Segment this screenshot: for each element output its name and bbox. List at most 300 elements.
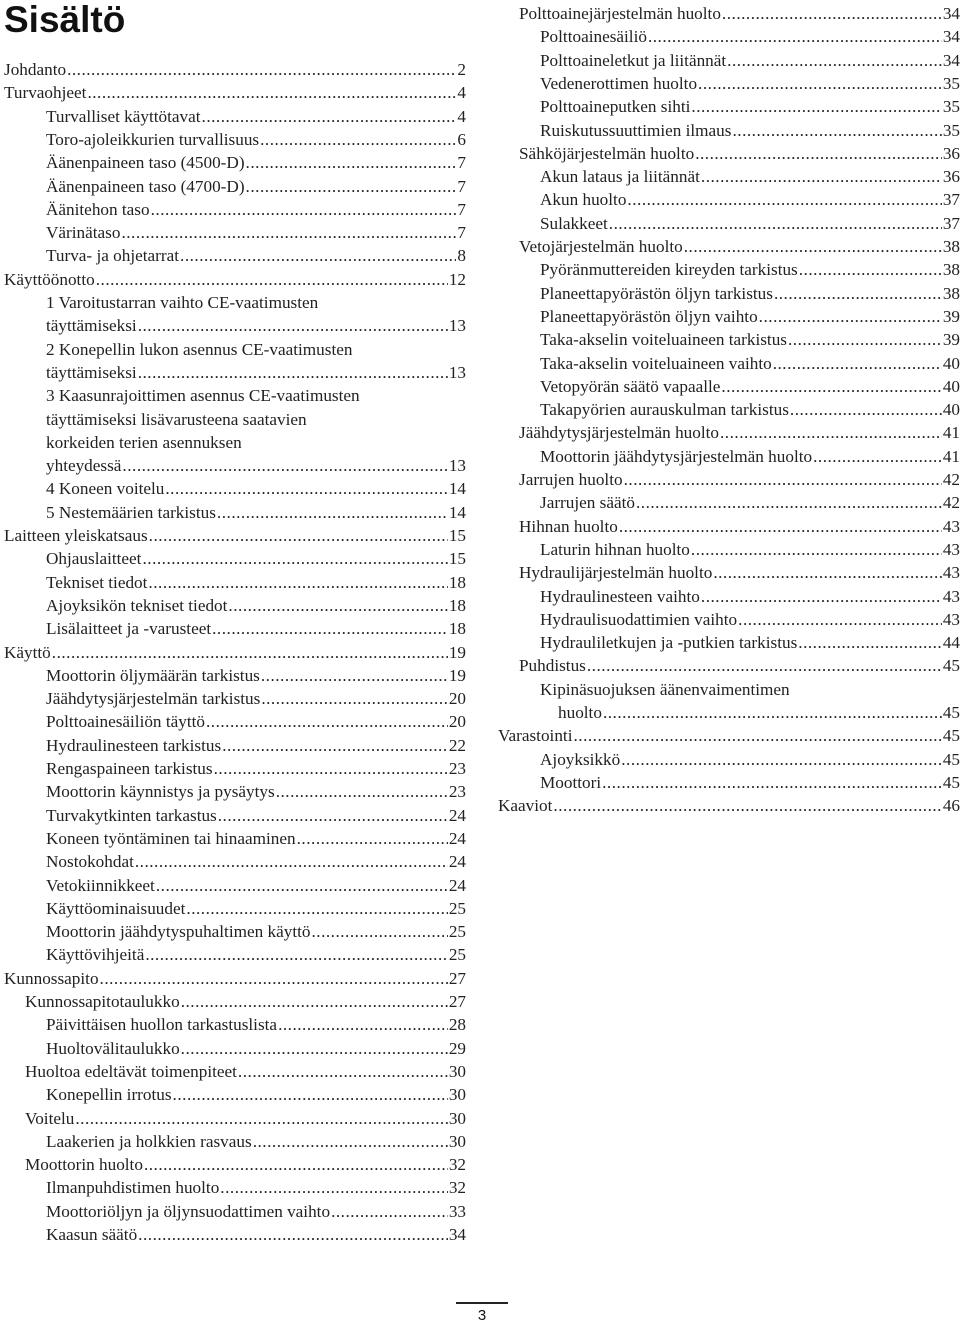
toc-entry-page: 4 <box>457 83 466 103</box>
toc-entry-page: 23 <box>448 759 466 778</box>
toc-dot-leader <box>75 1107 447 1130</box>
toc-entry-line <box>540 25 960 48</box>
toc-dot-leader <box>261 687 447 710</box>
toc-entry-title: Ilmanpuhdistimen huolto <box>46 1178 220 1198</box>
toc-entry-title: Äänitehon taso <box>46 199 150 219</box>
toc-entry-page: 38 <box>942 260 960 280</box>
toc-entry-title: Polttoainesäiliön täyttö <box>46 712 205 732</box>
toc-entry-line <box>540 258 960 281</box>
toc-entry-line <box>540 491 960 514</box>
toc-entry-title: Kaasun säätö <box>46 1225 138 1244</box>
toc-entry-title: Moottorin öljymäärän tarkistus <box>46 665 260 685</box>
toc-entry-page: 13 <box>448 316 466 336</box>
toc-entry-title: Jäähdytysjärjestelmän tarkistus <box>46 689 261 709</box>
toc-entry-line <box>46 1200 466 1223</box>
toc-entry-line <box>46 594 466 617</box>
toc-entry-line <box>46 547 466 570</box>
toc-entry-page: 25 <box>448 945 466 965</box>
toc-dot-leader <box>648 25 942 48</box>
toc-entry-page: 25 <box>448 898 466 918</box>
toc-entry-line <box>540 95 960 118</box>
toc-entry-page: 15 <box>448 526 466 545</box>
toc-entry-page: 38 <box>942 237 960 256</box>
toc-entry-page: 36 <box>942 167 960 187</box>
toc-entry-page: 25 <box>448 922 466 942</box>
toc-entry-page: 38 <box>942 283 960 303</box>
toc-entry-line <box>4 58 466 81</box>
toc-entry-title: Äänenpaineen taso (4700-D) <box>46 176 245 196</box>
toc-entry-title: Käyttöönotto <box>4 269 95 289</box>
toc-entry-title: Laitteen yleiskatsaus <box>4 526 148 545</box>
toc-entry-page: 30 <box>448 1061 466 1081</box>
toc-dot-leader <box>691 95 941 118</box>
toc-entry-title: Akun lataus ja liitännät <box>540 167 700 187</box>
toc-dot-leader <box>67 58 456 81</box>
toc-entry-title: täyttämiseksi <box>46 362 137 382</box>
toc-entry-title: 4 Koneen voitelu <box>46 479 165 499</box>
toc-dot-leader <box>759 305 942 328</box>
toc-entry-title: Laakerien ja holkkien rasvaus <box>46 1131 252 1151</box>
toc-dot-leader <box>87 81 456 104</box>
toc-entry-text-line: korkeiden terien asennuksen <box>46 432 242 452</box>
toc-entry-line <box>4 524 466 547</box>
toc-dot-leader <box>695 142 942 165</box>
toc-entry-title: Turvaohjeet <box>4 83 87 103</box>
toc-entry-line <box>46 827 466 850</box>
toc-entry-page: 15 <box>448 549 466 569</box>
toc-entry-title: Moottorin käynnistys ja pysäytys <box>46 782 275 802</box>
toc-entry-line <box>558 701 960 724</box>
toc-dot-leader <box>228 594 447 617</box>
toc-entry-line <box>540 328 960 351</box>
toc-entry-line <box>46 1223 466 1246</box>
toc-entry-title: Huoltovälitaulukko <box>46 1038 180 1058</box>
toc-entry-title: Vedenerottimen huolto <box>540 73 698 93</box>
toc-entry-page: 43 <box>942 563 960 583</box>
toc-dot-leader <box>52 641 448 664</box>
toc-entry-title: Ohjauslaitteet <box>46 549 142 569</box>
toc-entry-page: 22 <box>448 735 466 755</box>
toc-entry-title: Sähköjärjestelmän huolto <box>519 143 695 163</box>
toc-entry-title: Jäähdytysjärjestelmän huolto <box>519 423 719 443</box>
toc-entry-line <box>25 1060 466 1083</box>
toc-dot-leader <box>181 990 448 1013</box>
toc-entry-line <box>46 151 466 174</box>
toc-entry-page: 34 <box>448 1225 466 1244</box>
toc-dot-leader <box>206 710 448 733</box>
toc-entry-page: 24 <box>448 828 466 848</box>
toc-entry-page: 45 <box>942 749 960 769</box>
toc-entry-page: 45 <box>942 656 960 676</box>
page-number: 3 <box>477 1307 487 1324</box>
toc-entry-page: 20 <box>448 689 466 709</box>
toc-entry-line <box>540 49 960 72</box>
toc-dot-leader <box>553 794 941 817</box>
toc-dot-leader <box>253 1130 448 1153</box>
toc-entry-page: 13 <box>448 456 466 476</box>
toc-entry-title: Moottoriöljyn ja öljynsuodattimen vaihto <box>46 1201 331 1221</box>
toc-dot-leader <box>331 1200 448 1223</box>
toc-entry-title: Ruiskutussuuttimien ilmaus <box>540 120 732 140</box>
toc-entry-page: 12 <box>448 269 466 289</box>
toc-entry-line <box>540 608 960 631</box>
toc-entry-page: 45 <box>942 726 960 746</box>
toc-entry-title: Hydraulinesteen tarkistus <box>46 735 222 755</box>
toc-entry-title: Kunnossapitotaulukko <box>25 992 180 1011</box>
toc-entry-page: 35 <box>942 120 960 140</box>
toc-entry-title: Hydrauliletkujen ja -putkien tarkistus <box>540 633 798 653</box>
toc-entry-line <box>540 538 960 561</box>
toc-entry-title: Turvalliset käyttötavat <box>46 106 201 126</box>
toc-entry-title: huolto <box>558 703 602 722</box>
toc-entry-title: Äänenpaineen taso (4500-D) <box>46 153 245 173</box>
toc-entry-page: 19 <box>448 665 466 685</box>
toc-entry-line <box>46 664 466 687</box>
toc-entry-title: Polttoaineletkut ja liitännät <box>540 50 727 70</box>
toc-entry-title: Polttoaineputken sihti <box>540 97 691 117</box>
toc-dot-leader <box>261 664 448 687</box>
toc-entry-page: 43 <box>942 516 960 536</box>
toc-dot-leader <box>587 654 942 677</box>
toc-entry-line <box>540 188 960 211</box>
toc-dot-leader <box>720 421 942 444</box>
toc-entry-page: 39 <box>942 306 960 326</box>
toc-entry-line <box>46 780 466 803</box>
toc-dot-leader <box>627 188 941 211</box>
toc-entry-title: Värinätaso <box>46 223 121 243</box>
toc-entry-title: Hydraulinesteen vaihto <box>540 586 700 606</box>
toc-entry-title: Tekniset tiedot <box>46 572 148 592</box>
toc-entry-page: 46 <box>942 796 960 816</box>
toc-entry-line <box>519 142 960 165</box>
toc-entry-line <box>519 561 960 584</box>
toc-entry-page: 33 <box>448 1201 466 1221</box>
toc-entry-title: Kaaviot <box>498 796 553 816</box>
toc-entry-title: Päivittäisen huollon tarkastuslista <box>46 1015 278 1035</box>
toc-entry-line <box>46 943 466 966</box>
toc-entry-page: 37 <box>942 190 960 210</box>
toc-dot-leader <box>773 352 942 375</box>
toc-entry-line <box>46 571 466 594</box>
toc-dot-leader <box>148 571 447 594</box>
toc-entry-page: 36 <box>942 143 960 163</box>
toc-entry-title: Vetopyörän säätö vapaalle <box>540 376 721 396</box>
toc-dot-leader <box>701 165 942 188</box>
toc-dot-leader <box>218 804 448 827</box>
toc-entry-line <box>46 687 466 710</box>
toc-entry-page: 42 <box>942 470 960 489</box>
toc-entry-title: 5 Nestemäärien tarkistus <box>46 502 216 522</box>
toc-dot-leader <box>799 258 942 281</box>
toc-entry-title: Moottorin huolto <box>25 1155 143 1175</box>
toc-entry-line <box>46 710 466 733</box>
toc-entry-page: 34 <box>942 4 960 23</box>
toc-entry-line <box>540 771 960 794</box>
toc-dot-leader <box>278 1013 448 1036</box>
toc-entry-page: 29 <box>448 1038 466 1058</box>
toc-entry-title: Sulakkeet <box>540 213 608 233</box>
toc-entry-title: Akun huolto <box>540 190 627 210</box>
toc-entry-page: 7 <box>457 199 466 219</box>
toc-dot-leader <box>603 701 942 724</box>
toc-dot-leader <box>311 920 447 943</box>
toc-entry-page: 42 <box>942 493 960 513</box>
toc-entry-title: Taka-akselin voiteluaineen tarkistus <box>540 330 787 350</box>
toc-entry-line <box>4 641 466 664</box>
toc-entry-text-line: Kipinäsuojuksen äänenvaimentimen <box>540 679 790 699</box>
toc-entry-page: 45 <box>942 772 960 792</box>
toc-entry-page: 35 <box>942 97 960 117</box>
toc-dot-leader <box>621 748 942 771</box>
toc-dot-leader <box>181 1037 448 1060</box>
toc-entry-line <box>46 1083 466 1106</box>
toc-entry-title: Pyöränmuttereiden kireyden tarkistus <box>540 260 798 280</box>
toc-entry-line <box>540 398 960 421</box>
toc-entry-page: 27 <box>448 992 466 1011</box>
toc-dot-leader <box>180 244 456 267</box>
toc-dot-leader <box>238 1060 448 1083</box>
toc-entry-page: 24 <box>448 852 466 872</box>
toc-entry-line <box>540 165 960 188</box>
toc-entry-line <box>540 748 960 771</box>
toc-entry-title: Käyttöominaisuudet <box>46 898 186 918</box>
toc-entry-page: 34 <box>942 27 960 47</box>
page-number-rule <box>456 1302 508 1304</box>
toc-dot-leader <box>212 617 448 640</box>
toc-entry-line <box>498 724 960 747</box>
toc-dot-leader <box>138 361 448 384</box>
toc-entry-page: 32 <box>448 1178 466 1198</box>
toc-entry-line <box>4 967 466 990</box>
toc-dot-leader <box>246 175 457 198</box>
toc-entry-line <box>46 314 466 337</box>
toc-dot-leader <box>142 547 447 570</box>
toc-entry-line <box>540 305 960 328</box>
toc-dot-leader <box>698 72 942 95</box>
toc-dot-leader <box>713 561 942 584</box>
toc-dot-leader <box>691 538 942 561</box>
toc-entry-title: Polttoainejärjestelmän huolto <box>519 4 721 23</box>
toc-entry-line <box>46 850 466 873</box>
toc-entry-page: 37 <box>942 213 960 233</box>
toc-dot-leader <box>276 780 448 803</box>
toc-entry-page: 45 <box>942 703 960 722</box>
toc-entry-title: Lisälaitteet ja -varusteet <box>46 619 212 639</box>
toc-entry-line <box>46 920 466 943</box>
toc-dot-leader <box>220 1176 448 1199</box>
toc-entry-title: Toro-ajoleikkurien turvallisuus <box>46 129 260 149</box>
toc-dot-leader <box>722 2 942 25</box>
toc-entry-title: täyttämiseksi <box>46 316 137 336</box>
toc-entry-line <box>519 421 960 444</box>
toc-dot-leader <box>798 631 942 654</box>
toc-entry-title: Planeettapyörästön öljyn vaihto <box>540 306 758 326</box>
toc-dot-leader <box>138 314 448 337</box>
toc-entry-line <box>46 1013 466 1036</box>
toc-entry-line <box>519 515 960 538</box>
toc-entry-page: 40 <box>942 400 960 420</box>
toc-dot-leader <box>151 198 457 221</box>
toc-entry-line <box>46 477 466 500</box>
toc-dot-leader <box>246 151 457 174</box>
toc-dot-leader <box>260 128 456 151</box>
toc-dot-leader <box>684 235 942 258</box>
toc-entry-title: Voitelu <box>25 1108 75 1128</box>
toc-dot-leader <box>202 105 457 128</box>
toc-dot-leader <box>100 967 448 990</box>
toc-entry-title: Varastointi <box>498 726 573 746</box>
toc-entry-line <box>540 375 960 398</box>
toc-entry-title: Moottorin jäähdytyspuhaltimen käyttö <box>46 922 311 942</box>
toc-dot-leader <box>619 515 942 538</box>
toc-entry-line <box>540 585 960 608</box>
toc-entry-line <box>25 990 466 1013</box>
toc-dot-leader <box>738 608 942 631</box>
toc-entry-page: 19 <box>448 642 466 662</box>
toc-dot-leader <box>636 491 942 514</box>
toc-entry-page: 40 <box>942 376 960 396</box>
toc-entry-title: Rengaspaineen tarkistus <box>46 759 213 778</box>
toc-entry-page: 30 <box>448 1085 466 1105</box>
toc-entry-page: 27 <box>448 968 466 988</box>
toc-entry-title: Moottorin jäähdytysjärjestelmän huolto <box>540 446 813 466</box>
toc-entry-line <box>540 212 960 235</box>
toc-entry-page: 13 <box>448 362 466 382</box>
toc-entry-title: Vetojärjestelmän huolto <box>519 237 683 256</box>
toc-entry-line <box>46 617 466 640</box>
toc-entry-line <box>46 361 466 384</box>
toc-entry-page: 41 <box>942 423 960 443</box>
toc-entry-page: 34 <box>942 50 960 70</box>
toc-dot-leader <box>173 1083 448 1106</box>
toc-entry-title: Kunnossapito <box>4 968 99 988</box>
toc-entry-page: 43 <box>942 586 960 606</box>
toc-dot-leader <box>214 757 448 780</box>
toc-entry-line <box>540 282 960 305</box>
toc-entry-page: 43 <box>942 539 960 559</box>
toc-entry-page: 20 <box>448 712 466 732</box>
toc-entry-title: Vetokiinnikkeet <box>46 875 155 895</box>
toc-entry-line <box>46 501 466 524</box>
toc-entry-page: 18 <box>448 595 466 615</box>
toc-dot-leader <box>609 212 942 235</box>
toc-entry-title: Ajoyksikön tekniset tiedot <box>46 595 228 615</box>
toc-dot-leader <box>573 724 941 747</box>
toc-entry-page: 28 <box>448 1015 466 1035</box>
toc-entry-page: 6 <box>457 129 466 149</box>
toc-entry-line <box>540 445 960 468</box>
toc-entry-line <box>46 757 466 780</box>
toc-entry-title: yhteydessä <box>46 456 122 476</box>
toc-entry-page: 18 <box>448 572 466 592</box>
toc-dot-leader <box>135 850 448 873</box>
page-title: Sisältö <box>4 0 126 40</box>
toc-entry-page: 35 <box>942 73 960 93</box>
toc-entry-title: Huoltoa edeltävät toimenpiteet <box>25 1061 237 1081</box>
toc-dot-leader <box>624 468 942 491</box>
toc-entry-text-line: täyttämiseksi lisävarusteena saatavien <box>46 409 307 429</box>
toc-entry-title: Käyttö <box>4 642 51 662</box>
toc-entry-title: Polttoainesäiliö <box>540 27 647 47</box>
toc-entry-line <box>519 2 960 25</box>
toc-dot-leader <box>145 943 447 966</box>
toc-entry-line <box>46 244 466 267</box>
toc-entry-title: Taka-akselin voiteluaineen vaihto <box>540 353 772 373</box>
toc-entry-line <box>4 81 466 104</box>
toc-entry-title: Koneen työntäminen tai hinaaminen <box>46 828 296 848</box>
toc-entry-page: 24 <box>448 875 466 895</box>
toc-dot-leader <box>156 874 448 897</box>
toc-entry-title: Ajoyksikkö <box>540 749 621 769</box>
toc-entry-page: 14 <box>448 479 466 499</box>
toc-entry-line <box>4 268 466 291</box>
toc-entry-line <box>540 352 960 375</box>
toc-entry-line <box>46 874 466 897</box>
toc-dot-leader <box>297 827 448 850</box>
toc-entry-page: 7 <box>457 153 466 173</box>
toc-entry-title: Johdanto <box>4 60 67 79</box>
toc-dot-leader <box>122 454 447 477</box>
toc-entry-line <box>540 631 960 654</box>
toc-entry-title: Konepellin irrotus <box>46 1085 172 1105</box>
toc-entry-line <box>540 72 960 95</box>
toc-entry-page: 39 <box>942 330 960 350</box>
toc-dot-leader <box>602 771 942 794</box>
toc-dot-leader <box>186 897 447 920</box>
toc-dot-leader <box>813 445 942 468</box>
toc-dot-leader <box>144 1153 448 1176</box>
toc-entry-page: 2 <box>457 60 466 79</box>
toc-dot-leader <box>790 398 942 421</box>
toc-dot-leader <box>149 524 448 547</box>
toc-entry-title: Hydraulisuodattimien vaihto <box>540 609 738 629</box>
toc-entry-title: Hydraulijärjestelmän huolto <box>519 563 713 583</box>
toc-dot-leader <box>217 501 448 524</box>
toc-entry-line <box>46 897 466 920</box>
toc-entry-page: 18 <box>448 619 466 639</box>
toc-entry-line <box>46 105 466 128</box>
toc-dot-leader <box>701 585 942 608</box>
toc-entry-text-line: 3 Kaasunrajoittimen asennus CE-vaatimusten <box>46 386 360 406</box>
toc-entry-page: 4 <box>457 106 466 126</box>
toc-entry-page: 7 <box>457 223 466 243</box>
toc-entry-page: 44 <box>942 633 960 653</box>
toc-entry-page: 8 <box>457 246 466 266</box>
toc-entry-line <box>46 1130 466 1153</box>
toc-entry-title: Puhdistus <box>519 656 586 676</box>
toc-entry-line <box>46 804 466 827</box>
toc-entry-line <box>46 198 466 221</box>
toc-entry-text-line: 1 Varoitustarran vaihto CE-vaatimusten <box>46 293 319 312</box>
toc-entry-page: 41 <box>942 446 960 466</box>
toc-entry-title: Turva- ja ohjetarrat <box>46 246 180 266</box>
toc-entry-title: Jarrujen säätö <box>540 493 635 513</box>
toc-dot-leader <box>138 1223 448 1246</box>
toc-entry-line <box>498 794 960 817</box>
toc-entry-line <box>46 1176 466 1199</box>
toc-entry-title: Planeettapyörästön öljyn tarkistus <box>540 283 773 303</box>
toc-entry-title: Hihnan huolto <box>519 516 618 536</box>
toc-entry-page: 43 <box>942 609 960 629</box>
toc-dot-leader <box>121 221 456 244</box>
toc-entry-line <box>25 1107 466 1130</box>
toc-entry-line <box>46 734 466 757</box>
toc-entry-title: Takapyörien aurauskulman tarkistus <box>540 400 789 420</box>
toc-entry-page: 24 <box>448 805 466 825</box>
toc-entry-page: 23 <box>448 782 466 802</box>
toc-entry-line <box>46 1037 466 1060</box>
toc-entry-page: 32 <box>448 1155 466 1175</box>
